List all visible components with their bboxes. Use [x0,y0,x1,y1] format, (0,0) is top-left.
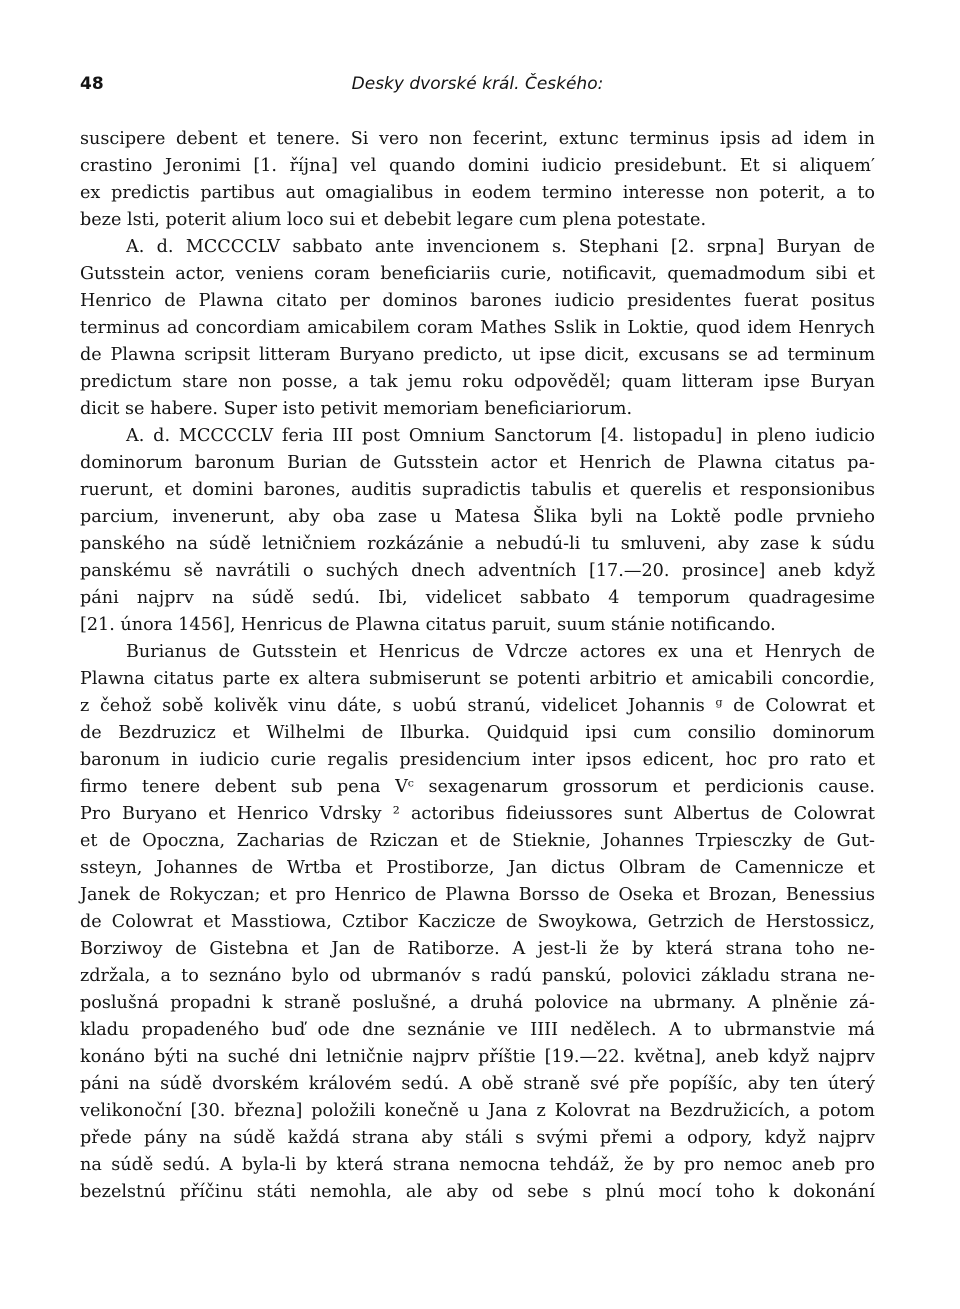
text-line: ssteyn, Johannes de Wrtba et Prostiborze, Jan dictus Olbram de Camennicze et [80,858,875,878]
text-line: panskému sě navrátili o suchých dnech adventních [17.—20. prosince] aneb když [80,561,875,581]
text-line: páni najprv na súdě sedú. Ibi, videlicet sabbato 4 temporum quadragesime [80,588,875,608]
text-line: konáno býti na suché dni letničnie najprv příštie [19.—22. května], aneb když najprv [80,1047,875,1067]
text-line: parcium, invenerunt, aby oba zase u Matesa Šlika byli na Loktě podle prvnieho [80,507,875,527]
text-line: Pro Buryano et Henrico Vdrsky ² actoribus fideiussores sunt Albertus de Colowrat [80,804,875,824]
text-line: velikonoční [30. března] položili konečně u Jana z Kolovrat na Bezdružicích, a potom [80,1101,875,1121]
text-line: na súdě sedú. A byla-li by která strana nemocna tehdáž, že by pro nemoc aneb pro [80,1155,875,1175]
text-line: dicit se habere. Super isto petivit memoriam beneficiariorum. [80,399,633,419]
page-number: 48 [80,74,104,94]
text-line: bezelstnú příčinu státi nemohla, ale aby od sebe s plnú mocí toho k dokonání [80,1182,875,1202]
text-line: Borziwoy de Gistebna et Jan de Ratiborze. A jest-li že by která strana toho ne- [80,939,875,959]
text-line: de Bezdruzicz et Wilhelmi de Ilburka. Quidquid ipsi cum consilio dominorum [80,723,875,743]
text-line: de Colowrat et Masstiowa, Cztibor Kaczicze de Swoykowa, Getrzich de Herstossicz, [80,912,875,932]
text-line: Plawna citatus parte ex altera submiserunt se potenti arbitrio et amicabili concordie, [80,669,875,689]
text-line: z čehož sobě kolivěk vinu dáte, s uobú stranú, videlicet Johannis ᵍ de Colowrat et [80,696,875,716]
text-line: firmo tenere debent sub pena Vᶜ sexagenarum grossorum et perdicionis cause. [80,777,875,797]
text-line: dominorum baronum Burian de Gutsstein actor et Henrich de Plawna citatus pa- [80,453,875,473]
text-line: panského na súdě letničniem rozkázánie a nebudú-li tu smluveni, aby zase k súdu [80,534,875,554]
text-line: predictum stare non posse, a tak jemu roku odpověděl; quam litteram ipse Buryan [80,372,875,392]
text-line: ruerunt, et domini barones, auditis supradictis tabulis et querelis et responsionibus [80,480,875,500]
text-line: poslušná propadni k straně poslušné, a druhá polovice na ubrmany. A plněnie zá- [80,993,875,1013]
text-line: ex predictis partibus aut omagialibus in eodem termino interesse non poterit, a to [80,183,875,203]
document-page [80,74,875,1206]
text-line: beze lsti, poterit alium loco sui et debebit legare cum plena potestate. [80,210,707,230]
text-line: suscipere debent et tenere. Si vero non fecerint, extunc terminus ipsis ad idem in [80,129,875,149]
text-line: páni na súdě dvorském královém sedú. A obě straně své pře popíšíc, aby ten úterý [80,1074,875,1094]
text-line: crastino Jeronimi [1. října] vel quando domini iudicio presidebunt. Et si aliquem′ [80,156,875,176]
running-header [80,74,875,104]
text-line: Henrico de Plawna citato per dominos barones iudicio presidentes fuerat positus [80,291,875,311]
text-line: de Plawna scripsit litteram Buryano predicto, ut ipse dicit, excusans se ad terminum [80,345,875,365]
text-line: Gutsstein actor, veniens coram beneficiariis curie, notificavit, quemadmodum sibi et [80,264,875,284]
text-line: kladu propadeného buď ode dne seznánie ve IIII nedělech. A to ubrmanstvie má [80,1020,875,1040]
text-line: Janek de Rokyczan; et pro Henrico de Plawna Borsso de Oseka et Brozan, Benessius [80,885,875,905]
text-line: A. d. MCCCCLV feria III post Omnium Sanctorum [4. listopadu] in pleno iudicio [126,426,875,446]
text-line: et de Opoczna, Zacharias de Rziczan et de Stieknie, Johannes Trpiesczky de Gut- [80,831,875,851]
text-line: [21. února 1456], Henricus de Plawna citatus paruit, suum stánie notificando. [80,615,776,635]
text-line: terminus ad concordiam amicabilem coram Mathes Sslik in Loktie, quod idem Henrych [80,318,875,338]
body-text [80,126,875,1206]
text-line: baronum in iudicio curie regalis presidencium inter ipsos edicent, hoc pro rato et [80,750,875,770]
text-line: Burianus de Gutsstein et Henricus de Vdrcze actores ex una et Henrych de [126,642,875,662]
text-line: zdržala, a to seznáno bylo od ubrmanóv s radú panskú, polovici základu strana ne- [80,966,875,986]
text-line: přede pány na súdě každá strana aby stáli s svými přemi a odpory, když najprv [80,1128,875,1148]
text-line: A. d. MCCCCLV sabbato ante invencionem s. Stephani [2. srpna] Buryan de [126,237,875,257]
running-title: Desky dvorské král. Českého: [351,74,604,94]
